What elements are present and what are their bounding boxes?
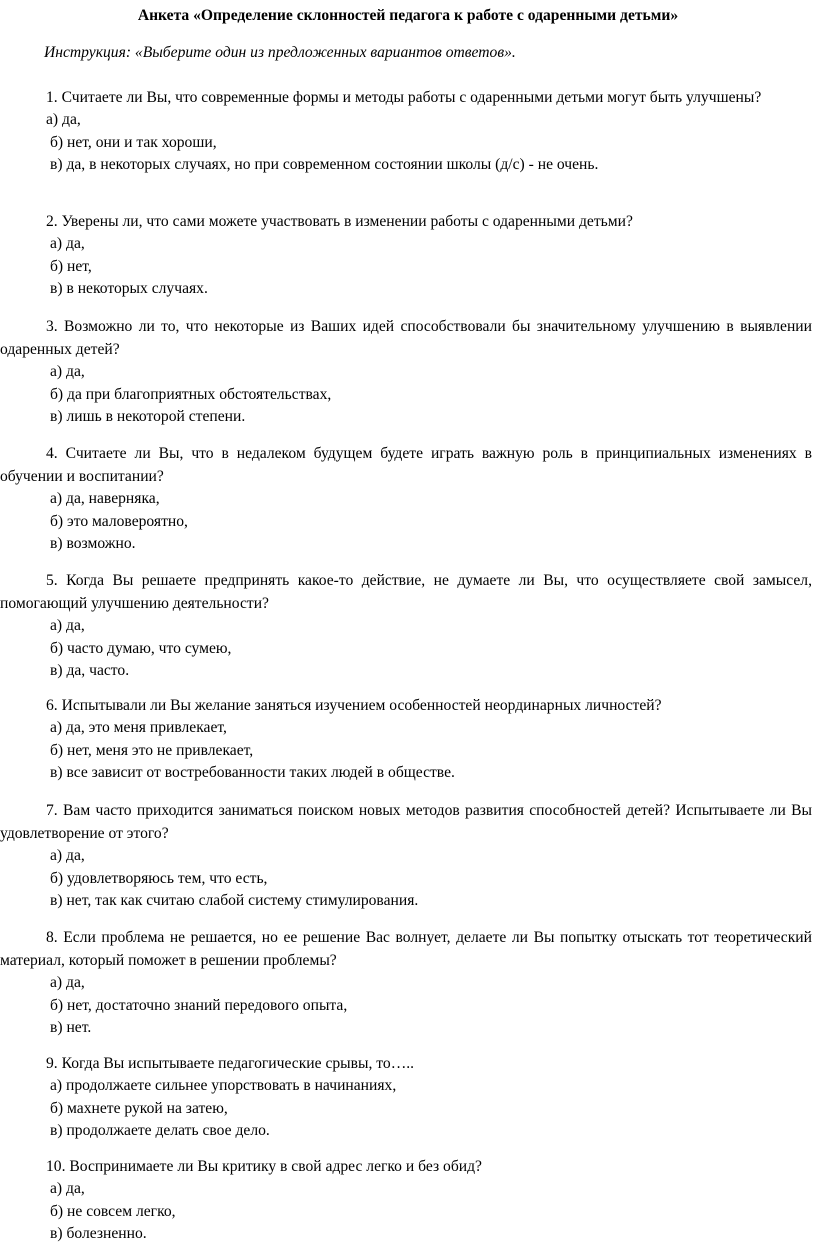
question-text: 3. Возможно ли то, что некоторые из Ваших идей способствовали бы значительному улучшению в выявлении одаренных детей? — [0, 318, 812, 358]
answer-option: б) да при благоприятных обстоятельствах, — [50, 385, 332, 403]
question-text: 6. Испытывали ли Вы желание заняться изучением особенностей неординарных личностей? — [46, 697, 662, 714]
answer-option: в) да, часто. — [50, 662, 130, 679]
question-text: 8. Если проблема не решается, но ее решение Вас волнует, делаете ли Вы попытку отыскать тот теоретический материал, который поможет в решении проблемы? — [0, 929, 812, 969]
answer-option: б) махнете рукой на затею, — [50, 1099, 228, 1117]
answer-option: в) возможно. — [50, 535, 136, 552]
question-text: 7. Вам часто приходится заниматься поиском новых методов развития способностей детей? Испытываете ли Вы удовлетворение от этого? — [0, 802, 812, 842]
answer-option: а) да, наверняка, — [50, 490, 160, 507]
question-text: 2. Уверены ли, что сами можете участвовать в изменении работы с одаренными детьми? — [46, 213, 633, 230]
answer-option: а) да, — [50, 847, 85, 864]
answer-option: а) продолжаете сильнее упорствовать в начинаниях, — [50, 1077, 397, 1094]
answer-list — [0, 1178, 812, 1246]
answer-option: а) да, — [50, 363, 85, 380]
answer-option: б) удовлетворяюсь тем, что есть, — [50, 869, 268, 887]
answer-list — [0, 233, 812, 301]
question-text: 9. Когда Вы испытываете педагогические срывы, то….. — [46, 1055, 415, 1072]
answer-option: а) да, — [50, 617, 85, 634]
answer-list — [0, 972, 812, 1040]
answer-option: в) нет. — [50, 1019, 92, 1036]
question-9 — [0, 1052, 812, 1143]
answer-option: в) в некоторых случаях. — [50, 280, 208, 297]
question-5 — [0, 569, 812, 683]
question-3 — [0, 315, 812, 429]
answer-option: а) да, — [46, 111, 81, 128]
answer-option: б) нет, меня это не привлекает, — [50, 741, 254, 759]
document-title: Анкета «Определение склонностей педагога к работе с одаренными детьми» — [137, 7, 679, 24]
answer-option: а) да, — [50, 974, 85, 991]
question-text: 4. Считаете ли Вы, что в недалеком будущем будете играть важную роль в принципиальных изменениях в обучении и воспитании? — [0, 445, 812, 485]
answer-option: в) нет, так как считаю слабой систему стимулирования. — [50, 892, 419, 909]
answer-option: б) не совсем легко, — [50, 1202, 176, 1220]
answer-option: в) да, в некоторых случаях, но при современном состоянии школы (д/с) - не очень. — [50, 156, 599, 173]
question-10 — [0, 1155, 812, 1246]
answer-option: б) это маловероятно, — [50, 512, 188, 530]
question-7 — [0, 799, 812, 913]
answer-list — [0, 488, 812, 556]
answer-list — [0, 615, 812, 683]
answer-option: б) часто думаю, что сумею, — [50, 639, 232, 657]
answer-option: а) да, — [50, 235, 85, 252]
answer-option: б) нет, — [50, 257, 92, 275]
answer-list — [0, 1075, 812, 1143]
answer-option: в) продолжаете делать свое дело. — [50, 1122, 270, 1139]
answer-list — [0, 361, 812, 429]
question-1 — [0, 86, 812, 177]
answer-option: в) все зависит от востребованности таких людей в обществе. — [50, 764, 455, 781]
question-4 — [0, 442, 812, 556]
question-2 — [0, 210, 812, 301]
question-text: 10. Воспринимаете ли Вы критику в свой адрес легко и без обид? — [46, 1158, 482, 1175]
question-text: 1. Считаете ли Вы, что современные формы и методы работы с одаренными детьми могут быть улучшены? — [46, 89, 762, 106]
instruction-text: Инструкция: «Выберите один из предложенных вариантов ответов». — [44, 44, 516, 61]
answer-list — [0, 109, 812, 177]
answer-option: б) нет, они и так хороши, — [50, 133, 217, 151]
answer-list — [0, 717, 812, 785]
answer-option: в) лишь в некоторой степени. — [50, 408, 246, 425]
answer-option: а) да, это меня привлекает, — [50, 719, 227, 736]
answer-option: в) болезненно. — [50, 1225, 147, 1242]
question-text: 5. Когда Вы решаете предпринять какое-то действие, не думаете ли Вы, что осуществляете свой замысел, помогающий улучшению деятельности? — [0, 572, 812, 612]
question-8 — [0, 926, 812, 1040]
answer-option: а) да, — [50, 1180, 85, 1197]
answer-option: б) нет, достаточно знаний передового опыта, — [50, 996, 348, 1014]
answer-list — [0, 845, 812, 913]
question-6 — [0, 694, 812, 785]
